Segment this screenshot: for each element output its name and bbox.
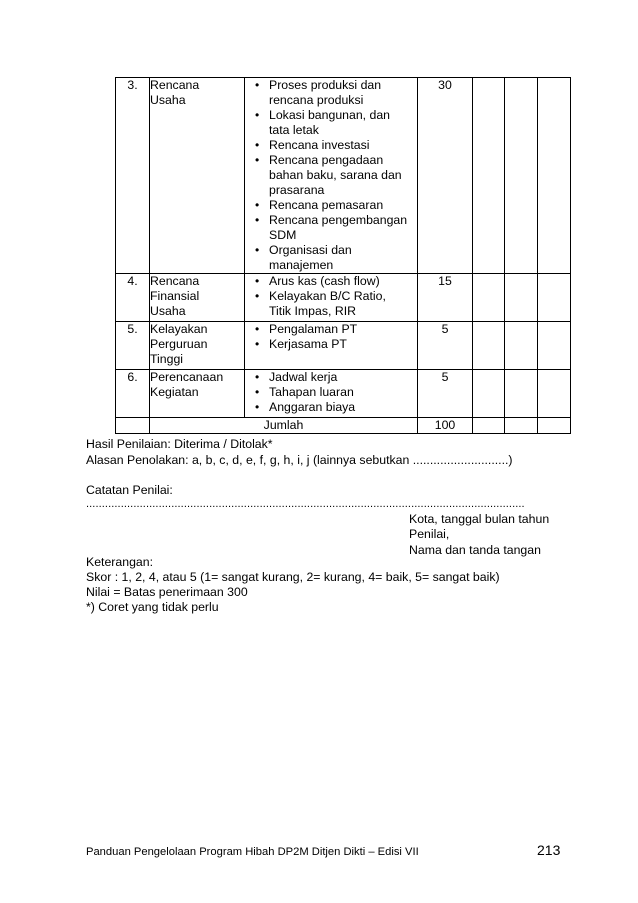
- indicator-item: [245, 108, 417, 138]
- aspect-cell: [150, 322, 245, 370]
- total-label: Jumlah: [150, 418, 418, 434]
- indicator-item: [245, 385, 417, 400]
- aspect-line: Kelayakan: [150, 322, 208, 336]
- extra-cell: [538, 418, 571, 434]
- table-total-row: [116, 418, 571, 434]
- indicator-line: manajemen: [269, 258, 334, 272]
- row-number: 5.: [116, 322, 150, 370]
- indicator-line: • Kerjasama PT: [269, 337, 347, 351]
- indicator-cell: [245, 322, 418, 370]
- table-row: [116, 78, 571, 274]
- strike-note: *) Coret yang tidak perlu: [86, 600, 219, 614]
- value-cell: [505, 78, 538, 274]
- table-row: [116, 322, 571, 370]
- indicator-line: tata letak: [269, 123, 319, 137]
- rejection-reason: Alasan Penolakan: a, b, c, d, e, f, g, h, i, j (lainnya sebutkan ............................): [86, 453, 513, 467]
- indicator-line: Titik Impas, RIR: [269, 304, 356, 318]
- indicator-line: • Arus kas (cash flow): [269, 274, 380, 288]
- indicator-list: [245, 322, 417, 352]
- indicator-line: prasarana: [269, 183, 325, 197]
- indicator-line: • Rencana pengadaan: [269, 153, 384, 167]
- indicator-list: [245, 78, 417, 273]
- indicator-line: • Rencana pengembangan: [269, 213, 408, 227]
- value-cell: [505, 322, 538, 370]
- score-cell: [473, 274, 505, 322]
- extra-cell: [538, 274, 571, 322]
- indicator-line: • Lokasi bangunan, dan: [269, 108, 391, 122]
- indicator-cell: [245, 78, 418, 274]
- indicator-list: [245, 274, 417, 319]
- indicator-line: bahan baku, sarana dan: [269, 168, 402, 182]
- aspect-line: Kegiatan: [150, 385, 199, 399]
- weight-cell: 15: [418, 274, 473, 322]
- empty-cell: [116, 418, 150, 434]
- extra-cell: [538, 78, 571, 274]
- indicator-line: • Proses produksi dan: [269, 78, 382, 92]
- indicator-item: [245, 289, 417, 319]
- indicator-item: [245, 213, 417, 243]
- aspect-cell: [150, 370, 245, 418]
- city-date: Kota, tanggal bulan tahun: [409, 512, 550, 526]
- score-cell: [473, 322, 505, 370]
- extra-cell: [538, 370, 571, 418]
- assessment-table: [115, 77, 571, 434]
- name-signature: Nama dan tanda tangan: [409, 543, 541, 557]
- indicator-item: [245, 337, 417, 352]
- reviewer-notes-line: ...........................................................................................................................................: [86, 498, 525, 510]
- row-number: 6.: [116, 370, 150, 418]
- weight-cell: 30: [418, 78, 473, 274]
- aspect-line: Usaha: [150, 304, 186, 318]
- table-row: [116, 274, 571, 322]
- indicator-list: [245, 370, 417, 415]
- page-number: 213: [537, 842, 561, 858]
- indicator-cell: [245, 370, 418, 418]
- table-row: [116, 370, 571, 418]
- aspect-line: Perguruan: [150, 337, 208, 351]
- indicator-item: [245, 138, 417, 153]
- indicator-line: • Rencana investasi: [269, 138, 370, 152]
- weight-cell: 5: [418, 370, 473, 418]
- value-cell: [505, 370, 538, 418]
- indicator-item: [245, 400, 417, 415]
- acceptance-threshold: Nilai = Batas penerimaan 300: [86, 585, 248, 599]
- score-cell: [473, 78, 505, 274]
- aspect-line: Usaha: [150, 93, 186, 107]
- indicator-line: • Pengalaman PT: [269, 322, 358, 336]
- indicator-line: • Anggaran biaya: [269, 400, 356, 414]
- indicator-item: [245, 78, 417, 108]
- value-cell: [505, 418, 538, 434]
- total-value: 100: [418, 418, 473, 434]
- notes-title: Keterangan:: [86, 555, 154, 569]
- aspect-cell: [150, 274, 245, 322]
- aspect-cell: [150, 78, 245, 274]
- aspect-line: Perencanaan: [150, 370, 224, 384]
- page-footer: Panduan Pengelolaan Program Hibah DP2M Ditjen Dikti – Edisi VII: [86, 846, 419, 858]
- score-cell: [473, 370, 505, 418]
- reviewer-notes-label: Catatan Penilai:: [86, 483, 173, 497]
- aspect-line: Tinggi: [150, 352, 184, 366]
- indicator-cell: [245, 274, 418, 322]
- row-number: 4.: [116, 274, 150, 322]
- indicator-line: • Tahapan luaran: [269, 385, 354, 399]
- indicator-item: [245, 322, 417, 337]
- indicator-line: • Rencana pemasaran: [269, 198, 384, 212]
- indicator-line: • Jadwal kerja: [269, 370, 338, 384]
- extra-cell: [538, 322, 571, 370]
- assessment-result: Hasil Penilaian: Diterima / Ditolak*: [86, 437, 273, 451]
- indicator-line: rencana produksi: [269, 93, 364, 107]
- indicator-item: [245, 243, 417, 273]
- indicator-item: [245, 370, 417, 385]
- indicator-line: SDM: [269, 228, 297, 242]
- score-legend: Skor : 1, 2, 4, atau 5 (1= sangat kurang, 2= kurang, 4= baik, 5= sangat baik): [86, 570, 500, 584]
- indicator-line: • Organisasi dan: [269, 243, 352, 257]
- indicator-item: [245, 153, 417, 198]
- indicator-item: [245, 274, 417, 289]
- indicator-item: [245, 198, 417, 213]
- aspect-line: Rencana: [150, 274, 200, 288]
- indicator-line: • Kelayakan B/C Ratio,: [269, 289, 386, 303]
- table-body: [116, 78, 571, 434]
- value-cell: [505, 274, 538, 322]
- score-cell: [473, 418, 505, 434]
- reviewer-label: Penilai,: [409, 527, 450, 541]
- aspect-line: Finansial: [150, 289, 200, 303]
- aspect-line: Rencana: [150, 78, 200, 92]
- weight-cell: 5: [418, 322, 473, 370]
- row-number: 3.: [116, 78, 150, 274]
